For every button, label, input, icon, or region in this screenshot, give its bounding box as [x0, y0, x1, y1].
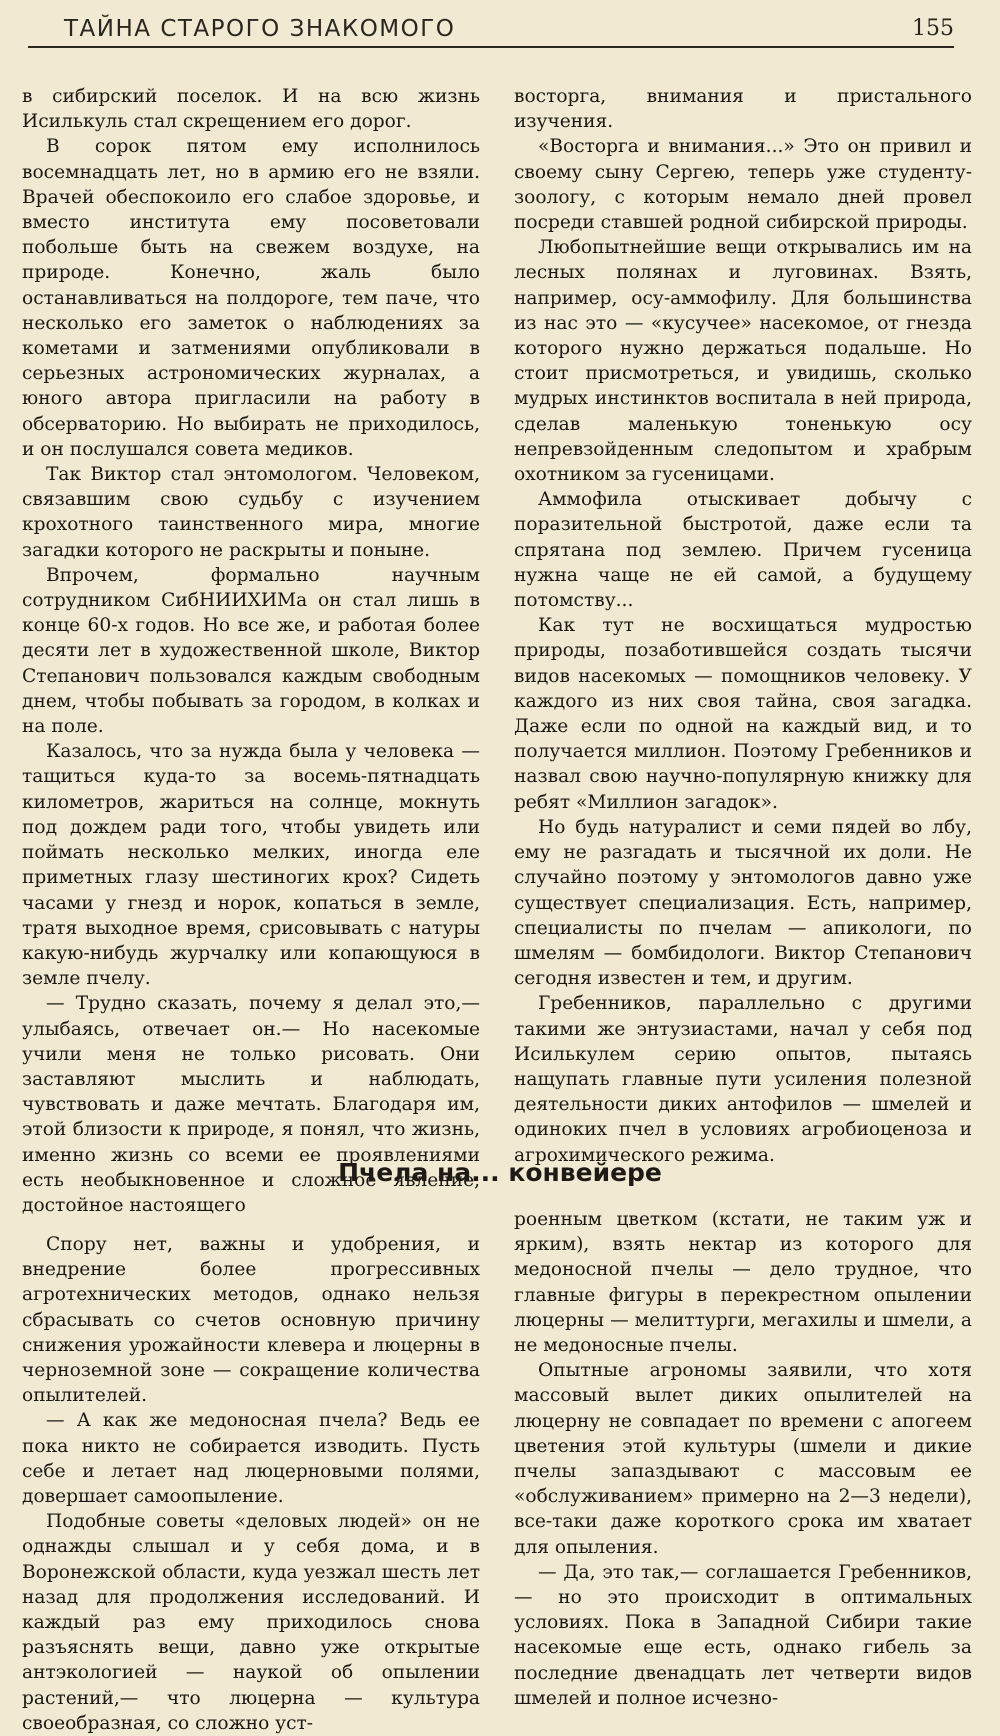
paragraph: Так Виктор стал энтомологом. Человеком, связавшим свою судьбу с изучением крохотного таинственного мира, многие загадки которого не раскрыты и поныне. [22, 464, 480, 561]
paragraph: Аммофила отыскивает добычу с поразительной быстротой, даже если та спрятана под землею. Причем гусеница нужна чаще не ей самой, а будущему потомству... [514, 489, 972, 612]
paragraph: роенным цветком (кстати, не таким уж и ярким), взять нектар из которого для медоносной пчелы — дело трудное, что главные фигуры в перекрестном опылении люцерны — мелиттурги, мегахилы и шмели, а не медоносные пчелы. [514, 1209, 972, 1357]
paragraph: — А как же медоносная пчела? Ведь ее пока никто не собирается изводить. Пусть себе и летает над люцерновыми полями, довершает самоопыление. [22, 1410, 480, 1508]
running-head-title: ТАЙНА СТАРОГО ЗНАКОМОГО [64, 16, 456, 42]
paragraph: — Трудно сказать, почему я делал это,— улыбаясь, отвечает он.— Но насекомые учили меня не только рисовать. Они заставляют мыслить и наблюдать, чувствовать и даже мечтать. Благодаря им, этой близости к природе, я понял, что жизнь, именно жизнь со всеми ее проявлениями есть необыкновенное и сложное явление, достойное настоящего [22, 993, 480, 1216]
paragraph: Впрочем, формально научным сотрудником СибНИИХИМа он стал лишь в конце 60-х годов. Но все же, и работая более десяти лет в художественной школе, Виктор Степанович пользовался каждым свободным днем, чтобы побывать за городом, в колках и на поле. [22, 564, 480, 738]
paragraph: в сибирский поселок. И на всю жизнь Исилькуль стал скрещением его дорог. [22, 86, 480, 133]
section-title: Пчела на... конвейере [338, 1158, 662, 1187]
paragraph: Опытные агрономы заявили, что хотя массовый вылет диких опылителей на люцерну не совпадает по времени с апогеем цветения этой культуры (шмели и дикие пчелы запаздывают с массовым ее «обслуживанием» примерно на 2—3 недели), все-таки даже короткого срока им хватает для опыления. [514, 1360, 972, 1558]
paragraph: Казалось, что за нужда была у человека — тащиться куда-то за восемь-пятнадцать километров, жариться на солнце, мокнуть под дождем ради того, чтобы увидеть или поймать несколько мелких, иногда еле приметных глазу шестиногих крох? Сидеть часами у гнезд и норок, копаться в земле, тратя выходное время, срисовывать с натуры какую-нибудь журчалку или копающуюся в земле пчелу. [22, 741, 480, 990]
column-upper-right [514, 84, 972, 1168]
paragraph: Как тут не восхищаться мудростью природы, позаботившейся создать тысячи видов насекомых — помощников человеку. У каждого из них своя тайна, своя загадка. Даже если по одной на каждый вид, и то получается миллион. Поэтому Гребенников и назвал свою научно-популярную книжку для ребят «Миллион загадок». [514, 615, 972, 813]
paragraph: — Да, это так,— соглашается Гребенников,— но это происходит в оптимальных условиях. Пока в Западной Сибири такие насекомые еще есть, однако гибель за последние двенадцать лет четверти видов шмелей и полное исчезно- [514, 1561, 972, 1709]
paragraph: Спору нет, важны и удобрения, и внедрение более прогрессивных агротехнических методов, однако нельзя сбрасывать со счетов основную причину снижения урожайности клевера и люцерны в черноземной зоне — сокращение количества опылителей. [22, 1234, 480, 1407]
paragraph: Гребенников, параллельно с другими такими же энтузиастами, начал у себя под Исилькулем серию опытов, пытаясь нащупать главные пути усиления полезной деятельности диких антофилов — шмелей и одиноких пчел в условиях агробиоценоза и агрохимического режима. [514, 993, 972, 1166]
paragraph: восторга, внимания и пристального изучения. [514, 86, 972, 133]
paragraph: «Восторга и внимания...» Это он привил и своему сыну Сергею, теперь уже студенту-зоологу, с которым немало дней провел посреди ставшей родной сибирской природы. [514, 136, 972, 234]
page-number: 155 [912, 16, 954, 41]
column-lower-left [22, 1232, 480, 1736]
paragraph: Любопытнейшие вещи открывались им на лесных полянах и луговинах. Взять, например, осу-аммофилу. Для большинства из нас это — «кусучее» насекомое, от гнезда которого нужно держаться подальше. Но стоит присмотреться, и увидишь, сколько мудрых инстинктов воспитала в ней природа, сделав маленькую тоненькую осу непревзойденным следопытом и храбрым охотником за гусеницами. [514, 237, 972, 486]
column-lower-right [514, 1207, 972, 1711]
paragraph: Подобные советы «деловых людей» он не однажды слышал и у себя дома, и в Воронежской области, куда уезжал шесть лет назад для продолжения исследований. И каждый раз ему приходилось снова разъяснять вещи, давно уже открытые антэкологией — наукой об опылении растений,— что люцерна — культура своеобразная, со сложно уст- [22, 1511, 480, 1734]
column-upper-left [22, 84, 480, 1218]
paragraph: Но будь натуралист и семи пядей во лбу, ему не разгадать и тысячной их доли. Не случайно поэтому у энтомологов давно уже существует специализация. Есть, например, специалисты по пчелам — апикологи, по шмелям — бомбидологи. Виктор Степанович сегодня известен и тем, и другим. [514, 816, 972, 990]
running-header [28, 12, 954, 48]
paragraph: В сорок пятом ему исполнилось восемнадцать лет, но в армию его не взяли. Врачей обеспокоило его слабое здоровье, и вместо института ему посоветовали побольше быть на свежем воздухе, на природе. Конечно, жаль было останавливаться на полдороге, тем паче, что несколько его заметок о наблюдениях за кометами и затмениями опубликовали в серьезных астрономических журналах, а юного автора пригласили на работу в обсерваторию. Но выбирать не приходилось, и он послушался совета медиков. [22, 136, 480, 460]
